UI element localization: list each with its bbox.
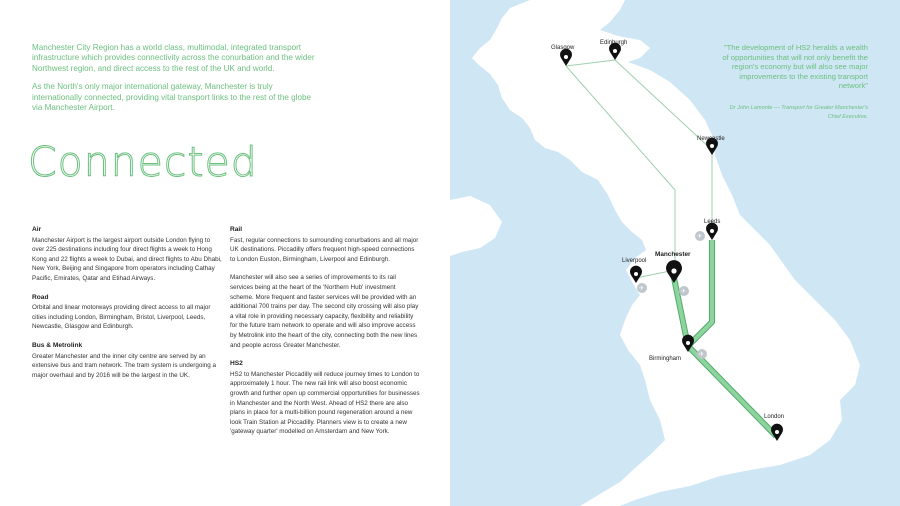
section-bus-metrolink (32, 341, 222, 380)
ireland-landmass (450, 196, 502, 256)
city-label-leeds: Leeds (704, 219, 721, 225)
map-panel (450, 0, 900, 506)
city-label-london: London (764, 414, 785, 420)
intro-paragraph-2: As the North's only major international gateway, Manchester is truly internationally connected, providing vital transport links to the rest of the globe via Manchester Airport. (32, 82, 311, 113)
airport-icon-birmingham (697, 349, 707, 359)
airport-icon-liverpool (637, 283, 647, 293)
section-title: Rail (230, 226, 243, 233)
city-label-birmingham: Birmingham (649, 356, 682, 362)
section-body: Orbital and linear motorways providing direct access to all major cities including London, Birmingham, Bristol, Liverpool, Leeds, Newcastle, Glasgow and Edinburgh. (32, 304, 211, 331)
svg-text:✈: ✈ (681, 288, 687, 295)
section-title: Road (32, 293, 49, 301)
section-hs2 (230, 359, 420, 437)
section-title: Bus & Metrolink (32, 341, 83, 349)
section-body: Manchester Airport is the largest airport outside London flying to over 225 destinations including four direct flights a week to Hong Kong and 22 flights a week to Dubai, and direct flights to Abu Dhabi, New York, Beijing and Singapore from operators including Cathay Pacific, Emirates, Qatar and Etihad Airways. (32, 236, 222, 282)
city-label-newcastle: Newcastle (697, 136, 725, 142)
section-road (32, 293, 222, 332)
section-body: Fast, regular connections to surrounding conurbations and all major UK destinations. Piccadilly offers frequent high-speed connections to London Euston, Birmingham, Liverpool and Edinburgh. (230, 236, 419, 263)
section-rail-improvements (230, 273, 420, 350)
page-title: Connected (28, 138, 258, 186)
airport-icon-leeds (695, 231, 705, 241)
section-body: Manchester will also see a series of improvements to its rail services being at the heart of the 'Northern Hub' investment scheme. More frequent and faster services will be provided with an additional 700 trains per day. The second city crossing will also play a vital role in providing necessary capacity, flexibility and reliability for the future tram network to operate and will also improve access by Metrolink into the heart of the city, connecting both the new lines and people across Greater Manchester. (230, 274, 419, 349)
left-column (32, 225, 222, 389)
quote-attribution: Dr John Lamonte — Transport for Greater Manchester's Chief Executive. (729, 105, 868, 120)
right-column (230, 225, 420, 446)
intro-paragraph-1: Manchester City Region has a world class, multimodal, integrated transport infrastructure which provides connectivity across the conurbation and the wider Northwest region, and direct access to the rest of the UK and world. (32, 43, 315, 73)
section-air (32, 225, 222, 284)
section-body: Greater Manchester and the inner city centre are served by an extensive bus and tram network. The tram system is undergoing a major overhaul and by 2016 will be the largest in the UK. (32, 352, 216, 379)
svg-text:✈: ✈ (639, 285, 645, 292)
section-rail (230, 225, 420, 264)
quote-text: "The development of HS2 heralds a wealth of opportunities that will not only benefit the region's economy but will also see major improvements to the existing transport network" (722, 43, 868, 91)
city-label-glasgow: Glasgow (551, 45, 575, 51)
airport-icon-manchester (679, 286, 689, 296)
intro-text (32, 43, 322, 121)
city-label-manchester: Manchester (655, 251, 691, 258)
section-title: Air (32, 226, 42, 233)
svg-text:✈: ✈ (697, 233, 703, 240)
section-title: HS2 (230, 360, 243, 368)
hs2-label: HIGH SPEED NETWORK (706, 359, 753, 404)
city-label-edinburgh: Edinburgh (600, 40, 628, 46)
svg-text:✈: ✈ (699, 351, 705, 358)
city-label-liverpool: Liverpool (622, 258, 647, 264)
section-body: HS2 to Manchester Piccadilly will reduce journey times to London to approximately 1 hour. The new rail link will also boost economic growth and further open up commercial opportunities for businesses in Manchester and the North West. Ahead of HS2 there are also plans in place for a multi-billion pound regeneration around a new look Train Station at Piccadilly. Planners view is to create a new 'gateway quarter' modelled on Amsterdam and New York. (230, 370, 420, 436)
